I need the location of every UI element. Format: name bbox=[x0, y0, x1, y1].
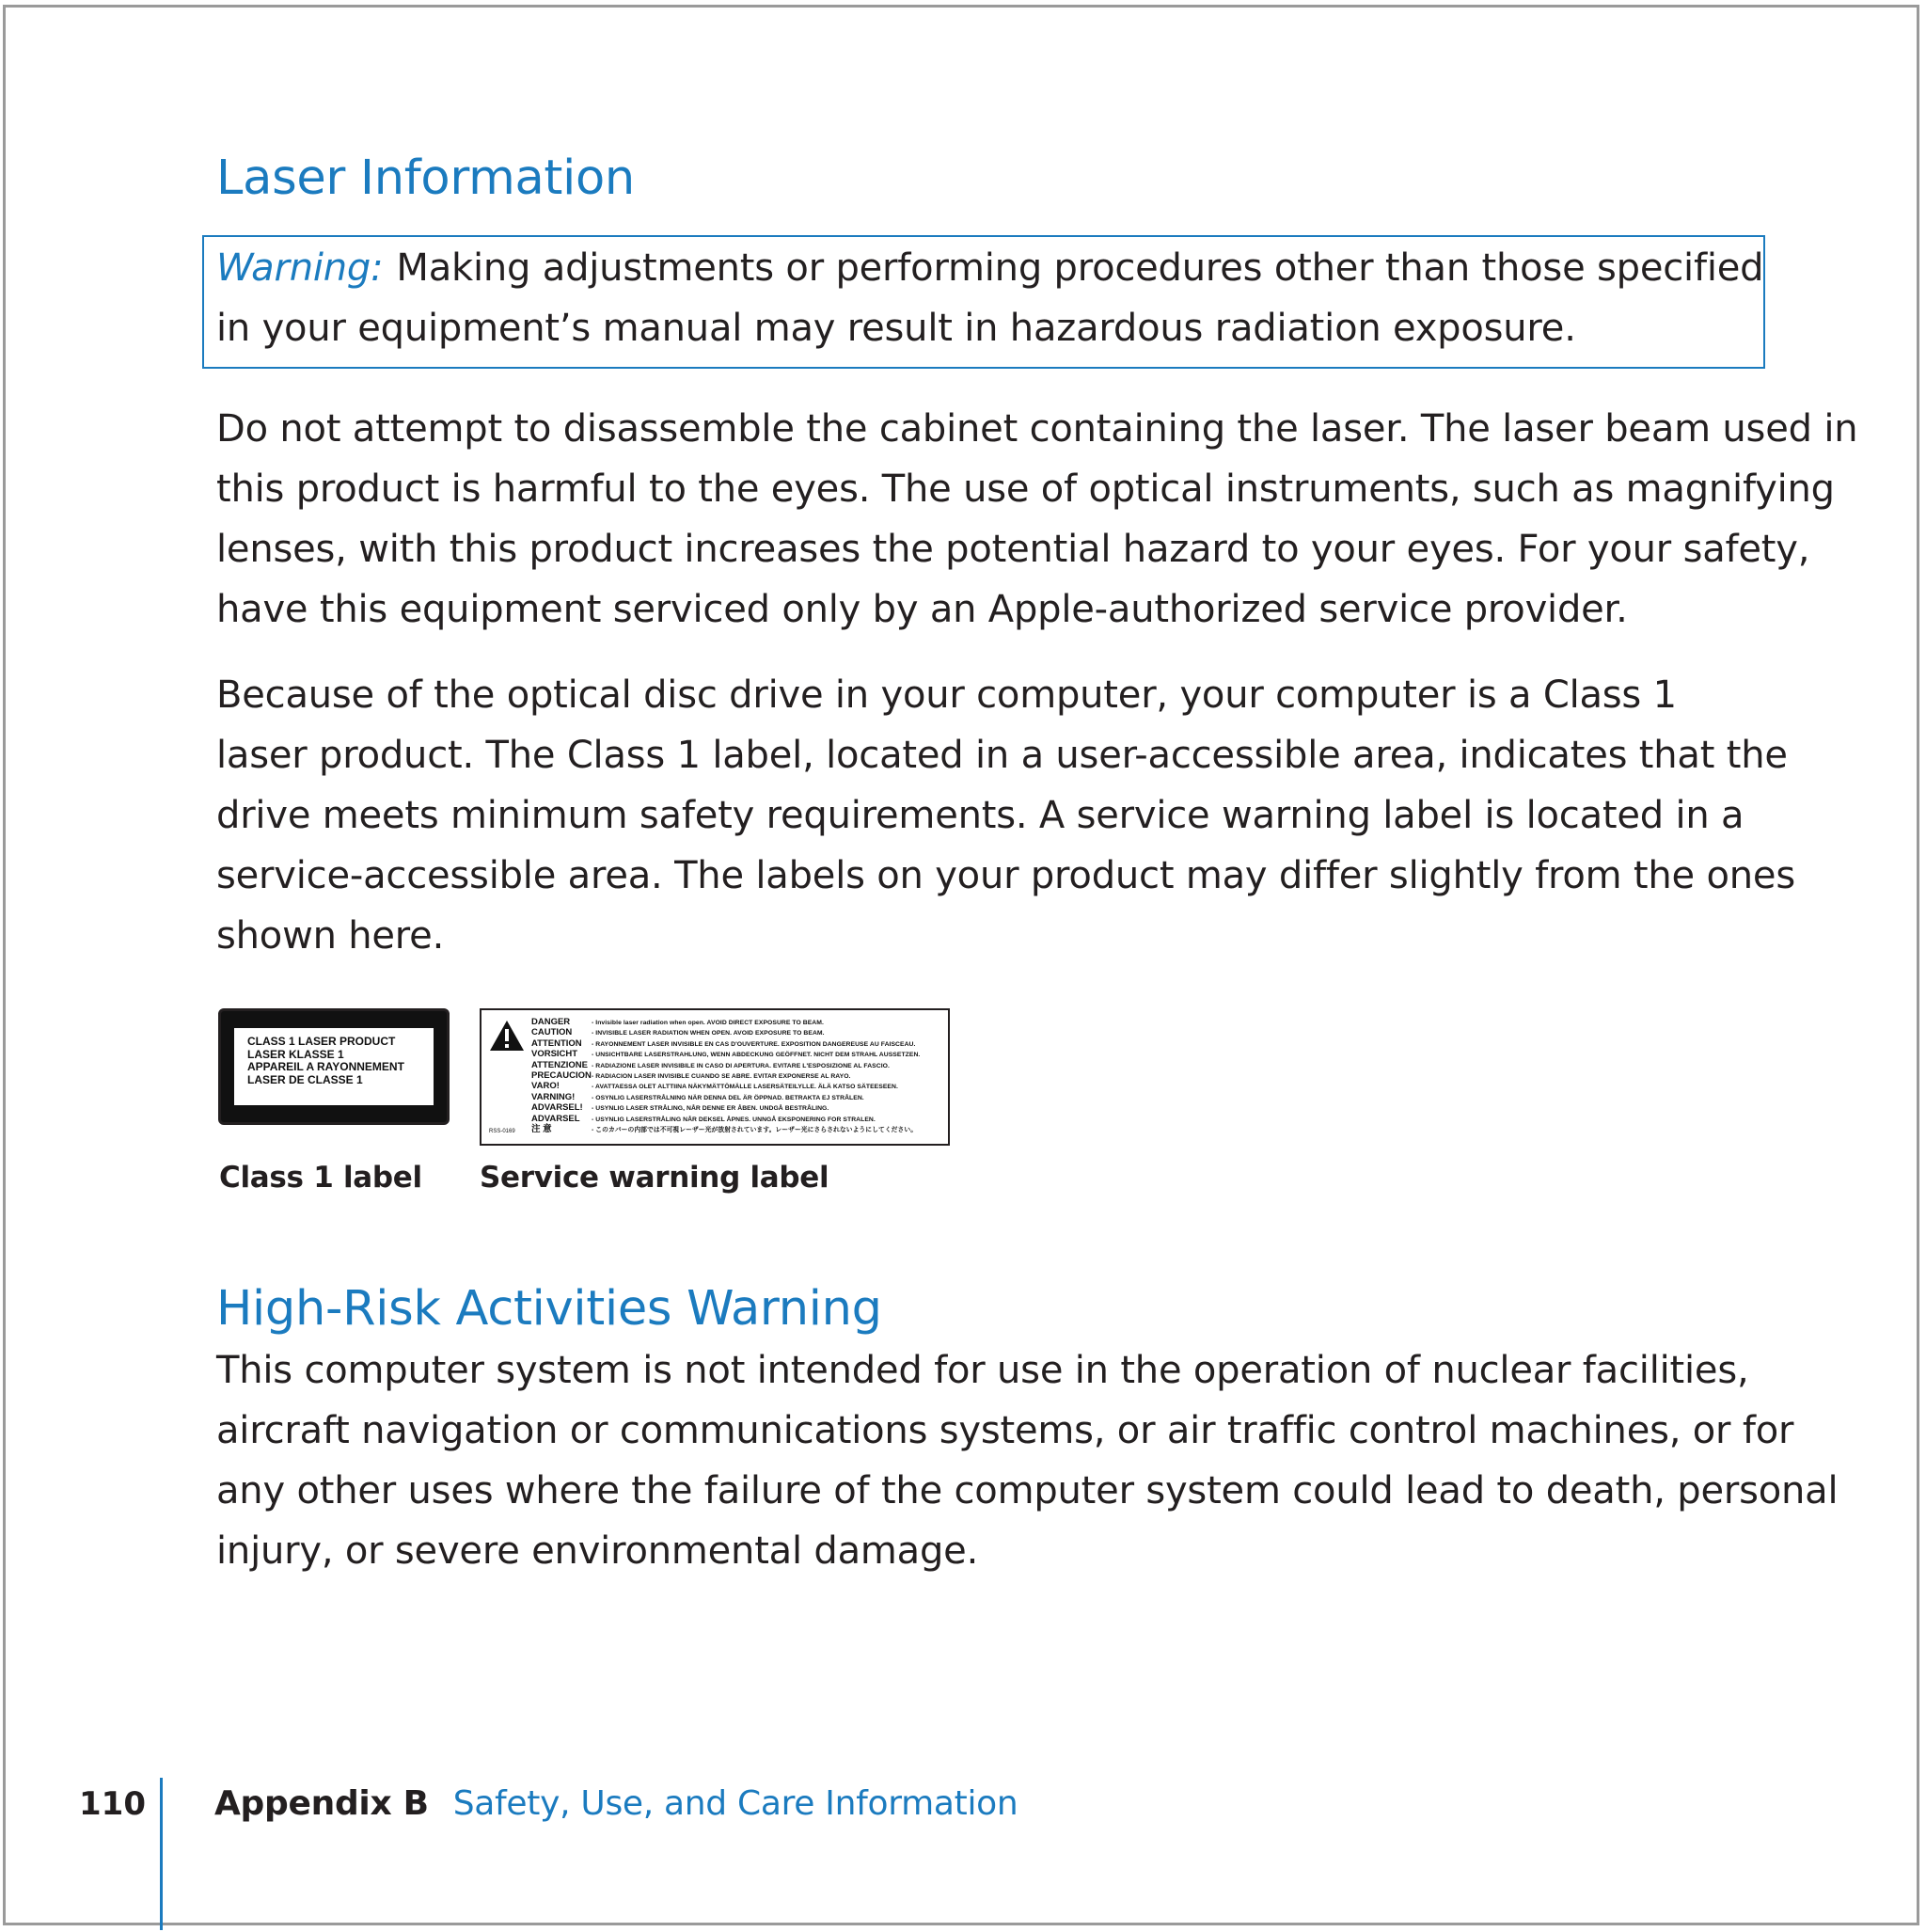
highrisk-line: injury, or severe environmental damage. bbox=[216, 1529, 979, 1573]
service-row-key: VARO! bbox=[531, 1081, 560, 1092]
service-row-key: ATTENTION bbox=[531, 1037, 582, 1049]
service-label-code: RSS-0169 bbox=[489, 1129, 515, 1134]
warning-text-1: Making adjustments or performing procedures other than those specified bbox=[396, 246, 1764, 290]
class1-label-line: LASER DE CLASSE 1 bbox=[247, 1072, 363, 1086]
service-row-key: ADVARSEL! bbox=[531, 1102, 583, 1114]
para2-line: drive meets minimum safety requirements. A service warning label is located in a bbox=[216, 794, 1744, 837]
service-label-row bbox=[531, 1090, 920, 1101]
service-label-row bbox=[531, 1069, 920, 1079]
para1-line: have this equipment serviced only by an Apple-authorized service provider. bbox=[216, 588, 1628, 631]
service-row-key: CAUTION bbox=[531, 1027, 573, 1038]
warning-triangle-icon bbox=[489, 1020, 525, 1052]
para2-line: laser product. The Class 1 label, located in a user-accessible area, indicates that the bbox=[216, 734, 1788, 777]
service-label-row bbox=[531, 1079, 920, 1092]
para1-line: lenses, with this product increases the potential hazard to your eyes. For your safety, bbox=[216, 528, 1810, 571]
service-row-value: - RADIACION LASER INVISIBLE CUANDO SE ABRE. EVITAR EXPONERSE AL RAYO. bbox=[592, 1072, 851, 1080]
service-label-row bbox=[531, 1037, 920, 1047]
service-label-row bbox=[531, 1025, 920, 1036]
service-row-value: - Invisible laser radiation when open. AVOID DIRECT EXPOSURE TO BEAM. bbox=[592, 1020, 824, 1026]
highrisk-line: any other uses where the failure of the computer system could lead to death, personal bbox=[216, 1469, 1839, 1512]
warning-label: Warning: bbox=[216, 246, 384, 290]
service-warning-label-caption: Service warning label bbox=[480, 1161, 829, 1195]
laser-information-heading: Laser Information bbox=[216, 150, 635, 206]
service-row-value: - AVATTAESSA OLET ALTTIINA NÄKYMÄTTÖMÄLLE LASERSÄTEILYLLE. ÄLÄ KATSO SÄTEESEEN. bbox=[592, 1084, 898, 1091]
class1-label-image bbox=[218, 1008, 450, 1125]
service-row-key: ADVARSEL bbox=[531, 1113, 580, 1124]
service-label-row bbox=[531, 1112, 920, 1122]
service-row-key: DANGER bbox=[531, 1017, 571, 1027]
service-row-value: - RADIAZIONE LASER INVISIBILE IN CASO DI APERTURA. EVITARE L'ESPOSIZIONE AL FASCIO. bbox=[592, 1062, 890, 1069]
page-number: 110 bbox=[79, 1785, 146, 1823]
para1-line: Do not attempt to disassemble the cabinet containing the laser. The laser beam used in bbox=[216, 407, 1858, 451]
class1-label-text bbox=[247, 1036, 404, 1086]
highrisk-line: aircraft navigation or communications systems, or air traffic control machines, or for bbox=[216, 1409, 1794, 1452]
service-label-row bbox=[531, 1047, 921, 1060]
para2-line: Because of the optical disc drive in your computer, your computer is a Class 1 bbox=[216, 673, 1677, 717]
service-row-value: - USYNLIG LASER STRÅLING, NÅR DENNE ER ÅBEN. UNDGÅ BESTRÅLING. bbox=[592, 1105, 829, 1113]
service-label-row bbox=[531, 1122, 920, 1132]
warning-line-1 bbox=[216, 238, 1763, 298]
footer-divider bbox=[160, 1778, 163, 1930]
service-row-value: - INVISIBLE LASER RADIATION WHEN OPEN. AVOID EXPOSURE TO BEAM. bbox=[592, 1030, 825, 1037]
service-label-rows bbox=[531, 1015, 920, 1132]
service-warning-label-image bbox=[480, 1008, 950, 1146]
highrisk-line: This computer system is not intended for use in the operation of nuclear facilities, bbox=[216, 1349, 1749, 1392]
class1-label-line: APPAREIL A RAYONNEMENT bbox=[247, 1060, 404, 1073]
service-label-row bbox=[531, 1101, 920, 1114]
para2-line: service-accessible area. The labels on your product may differ slightly from the ones bbox=[216, 854, 1795, 897]
service-row-value: - RAYONNEMENT LASER INVISIBLE EN CAS D'OUVERTURE. EXPOSITION DANGEREUSE AU FAISCEAU. bbox=[592, 1040, 916, 1048]
high-risk-heading: High-Risk Activities Warning bbox=[216, 1281, 882, 1337]
service-row-key: VARNING! bbox=[531, 1091, 576, 1102]
service-row-value: - OSYNLIG LASERSTRÅLNING NÄR DENNA DEL ÄR ÖPPNAD. BETRAKTA EJ STRÅLEN. bbox=[592, 1094, 864, 1101]
footer-appendix: Appendix B bbox=[214, 1784, 429, 1823]
class1-label-line: CLASS 1 LASER PRODUCT bbox=[247, 1035, 396, 1048]
para2-line: shown here. bbox=[216, 914, 445, 958]
service-row-key: 注 意 bbox=[531, 1123, 552, 1134]
service-label-row bbox=[531, 1058, 920, 1069]
service-row-key: ATTENZIONE bbox=[531, 1059, 588, 1070]
service-row-value: - このカバーの内部では不可視レーザー光が放射されています。レーザー光にさらされないようにしてください。 bbox=[592, 1126, 918, 1133]
service-row-key: PRECAUCION bbox=[531, 1069, 592, 1081]
class1-label-caption: Class 1 label bbox=[219, 1161, 422, 1195]
service-label-row bbox=[531, 1015, 920, 1025]
footer-section: Safety, Use, and Care Information bbox=[452, 1784, 1018, 1823]
service-row-key: VORSICHT bbox=[531, 1049, 578, 1060]
service-row-value: - UNSICHTBARE LASERSTRAHLUNG, WENN ABDECKUNG GEÖFFNET. NICHT DEM STRAHL AUSSETZEN. bbox=[592, 1052, 921, 1059]
warning-line-2: in your equipment’s manual may result in hazardous radiation exposure. bbox=[216, 307, 1576, 350]
footer-title bbox=[214, 1784, 1018, 1823]
service-row-value: - USYNLIG LASERSTRÅLING NÅR DEKSEL ÅPNES. UNNGÅ EKSPONERING FOR STRALEN. bbox=[592, 1116, 876, 1123]
class1-label-line: LASER KLASSE 1 bbox=[247, 1047, 344, 1061]
para1-line: this product is harmful to the eyes. The use of optical instruments, such as magnifying bbox=[216, 467, 1835, 511]
